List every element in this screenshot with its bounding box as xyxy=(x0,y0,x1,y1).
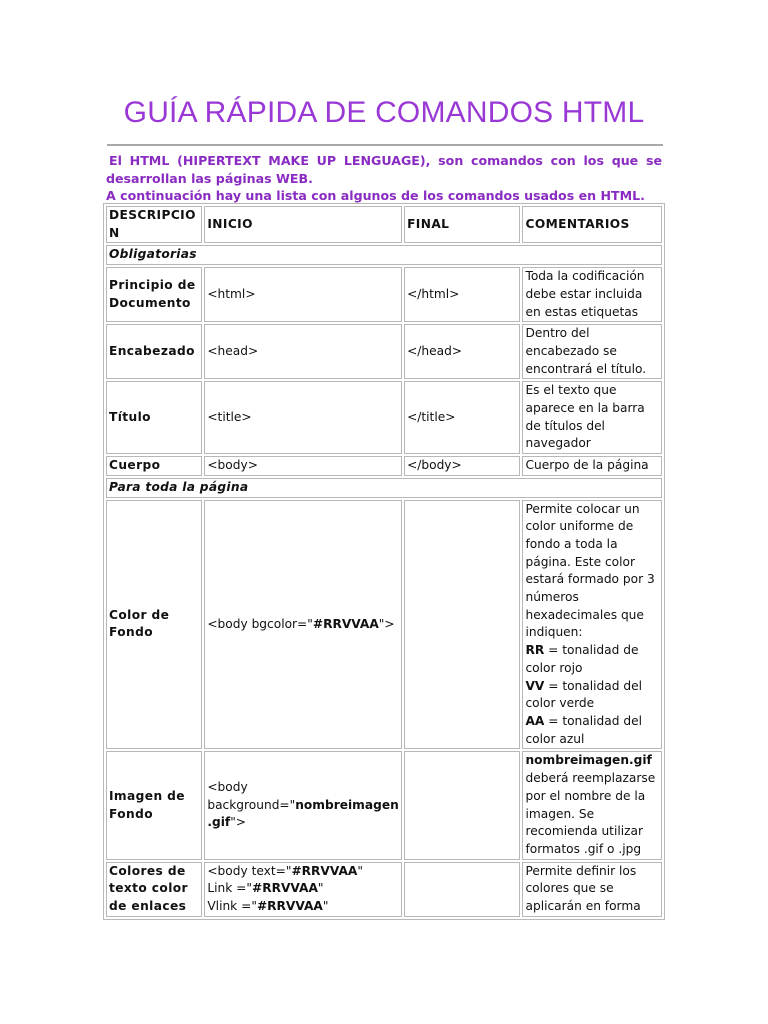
row-comment xyxy=(522,500,662,750)
comment-line xyxy=(525,642,660,660)
comment-line: colores que se xyxy=(525,881,614,896)
row-name-line: Principio de xyxy=(109,277,196,292)
code-part: " xyxy=(357,863,363,878)
code-line: <body xyxy=(207,779,248,794)
intro-paragraph-1: El HTML (HIPERTEXT MAKE UP LENGUAGE), son comandos con los que se desarrollan las páginas WEB. xyxy=(106,153,662,186)
comment-line: por el nombre de la xyxy=(525,788,646,803)
row-final: </html> xyxy=(404,267,520,322)
code-part: <body bgcolor=" xyxy=(207,616,313,631)
section-obligatorias: Obligatorias xyxy=(106,245,662,265)
comment-line: Dentro del xyxy=(525,326,590,341)
intro-paragraph-2: A continuación hay una lista con algunos de los comandos usados en HTML. xyxy=(106,188,645,203)
comment-line xyxy=(525,713,660,731)
code-aa: AA xyxy=(525,713,545,728)
code-part: Vlink =" xyxy=(207,899,257,914)
row-name-line: Imagen de xyxy=(109,788,185,803)
row-final: </body> xyxy=(404,456,520,476)
table-header-row xyxy=(106,206,662,243)
code-part: background=" xyxy=(207,797,296,812)
code-part-bold: nombreimagen xyxy=(295,797,399,812)
table-row xyxy=(106,381,662,454)
comment-line: indiquen: xyxy=(525,625,583,640)
row-inicio xyxy=(204,862,402,917)
code-part: <body text=" xyxy=(207,863,292,878)
comment-line: recomienda utilizar xyxy=(525,824,643,839)
header-inicio: INICIO xyxy=(204,206,402,243)
section-para-toda-la-pagina: Para toda la página xyxy=(106,478,662,498)
row-final: </head> xyxy=(404,324,520,379)
comment-line: hexadecimales que xyxy=(525,607,644,622)
row-comment xyxy=(522,381,662,454)
row-name-line: Colores de xyxy=(109,863,186,878)
horizontal-rule xyxy=(107,144,663,146)
comment-line: de títulos del xyxy=(525,418,605,433)
comment-line: Toda la codificación xyxy=(525,269,645,284)
comment-line: imagen. Se xyxy=(525,806,595,821)
row-inicio: <body> xyxy=(204,456,402,476)
comment-line: encontrará el título. xyxy=(525,361,647,376)
comment-line: Es el texto que xyxy=(525,383,617,398)
comment-line: navegador xyxy=(525,436,591,451)
code-line xyxy=(207,863,400,881)
row-name-line: Fondo xyxy=(109,625,153,640)
comment-line: en estas etiquetas xyxy=(525,304,639,319)
comment-line: Permite definir los xyxy=(525,863,637,878)
table-row xyxy=(106,862,662,917)
section-row xyxy=(106,245,662,265)
code-part: " xyxy=(317,881,324,896)
comment-part: = tonalidad de xyxy=(544,643,639,658)
code-vv: VV xyxy=(525,678,545,693)
header-descripcion-line2: N xyxy=(109,225,120,240)
intro-text xyxy=(106,152,662,205)
code-rr: RR xyxy=(525,643,545,658)
code-part-bold: #RRVVAA xyxy=(291,863,358,878)
code-part: "> xyxy=(378,616,395,631)
row-name-cuerpo: Cuerpo xyxy=(106,456,202,476)
row-name-color-fondo xyxy=(106,500,202,750)
comment-line: debe estar incluida xyxy=(525,286,643,301)
row-comment xyxy=(522,751,662,859)
row-inicio xyxy=(204,751,402,859)
header-comentarios: COMENTARIOS xyxy=(522,206,662,243)
comment-line: página. Este color xyxy=(525,554,635,569)
table-row xyxy=(106,751,662,859)
row-name-principio xyxy=(106,267,202,322)
comment-line: formatos .gif o .jpg xyxy=(525,841,642,856)
row-final xyxy=(404,500,520,750)
row-inicio: <html> xyxy=(204,267,402,322)
row-name-line: de enlaces xyxy=(109,899,187,914)
row-name-imagen-fondo xyxy=(106,751,202,859)
comment-line: fondo a toda la xyxy=(525,536,618,551)
code-part-bold: #RRVVAA xyxy=(256,899,323,914)
row-comment xyxy=(522,267,662,322)
commands-table xyxy=(103,203,665,920)
table-row xyxy=(106,456,662,476)
comment-line: color azul xyxy=(525,731,585,746)
code-part-bold: #RRVVAA xyxy=(312,616,379,631)
row-name-line: Fondo xyxy=(109,806,153,821)
code-part: " xyxy=(322,899,329,914)
header-descripcion-line1: DESCRIPCIO xyxy=(109,208,196,222)
table-row xyxy=(106,500,662,750)
row-comment: Cuerpo de la página xyxy=(522,456,662,476)
comment-line: números xyxy=(525,590,579,605)
code-part-bold: #RRVVAA xyxy=(252,881,318,896)
row-comment xyxy=(522,862,662,917)
section-row xyxy=(106,478,662,498)
comment-line: color verde xyxy=(525,696,595,711)
code-part: Link =" xyxy=(207,881,252,896)
table-row xyxy=(106,324,662,379)
row-final: </title> xyxy=(404,381,520,454)
row-name-line: Color de xyxy=(109,607,170,622)
header-final: FINAL xyxy=(404,206,520,243)
row-inicio xyxy=(204,500,402,750)
row-inicio: <title> xyxy=(204,381,402,454)
comment-line: color uniforme de xyxy=(525,519,634,534)
code-line xyxy=(207,797,400,815)
table-row xyxy=(106,267,662,322)
code-line xyxy=(207,880,400,898)
comment-line: Permite colocar un xyxy=(525,501,640,516)
row-comment xyxy=(522,324,662,379)
code-part: "> xyxy=(230,815,247,830)
row-name-line: Documento xyxy=(109,295,191,310)
row-name-line: texto color xyxy=(109,881,188,896)
comment-part: = tonalidad del xyxy=(544,678,642,693)
row-final xyxy=(404,751,520,859)
row-final xyxy=(404,862,520,917)
row-name-colores xyxy=(106,862,202,917)
comment-line: deberá reemplazarse xyxy=(525,771,656,786)
comment-line: estará formado por 3 xyxy=(525,572,655,587)
code-line xyxy=(207,898,400,916)
comment-part: = tonalidad del xyxy=(544,713,642,728)
comment-line xyxy=(525,678,660,696)
header-descripcion xyxy=(106,206,202,243)
comment-line: encabezado se xyxy=(525,343,617,358)
row-name-encabezado: Encabezado xyxy=(106,324,202,379)
comment-line: color rojo xyxy=(525,660,583,675)
code-line xyxy=(207,814,400,832)
comment-line: aparece en la barra xyxy=(525,401,645,416)
comment-line: aplicarán en forma xyxy=(525,899,641,914)
comment-line: nombreimagen.gif xyxy=(525,753,652,768)
code-part-bold: .gif xyxy=(207,815,231,830)
page-title: GUÍA RÁPIDA DE COMANDOS HTML xyxy=(123,96,645,129)
row-inicio: <head> xyxy=(204,324,402,379)
row-name-titulo: Título xyxy=(106,381,202,454)
